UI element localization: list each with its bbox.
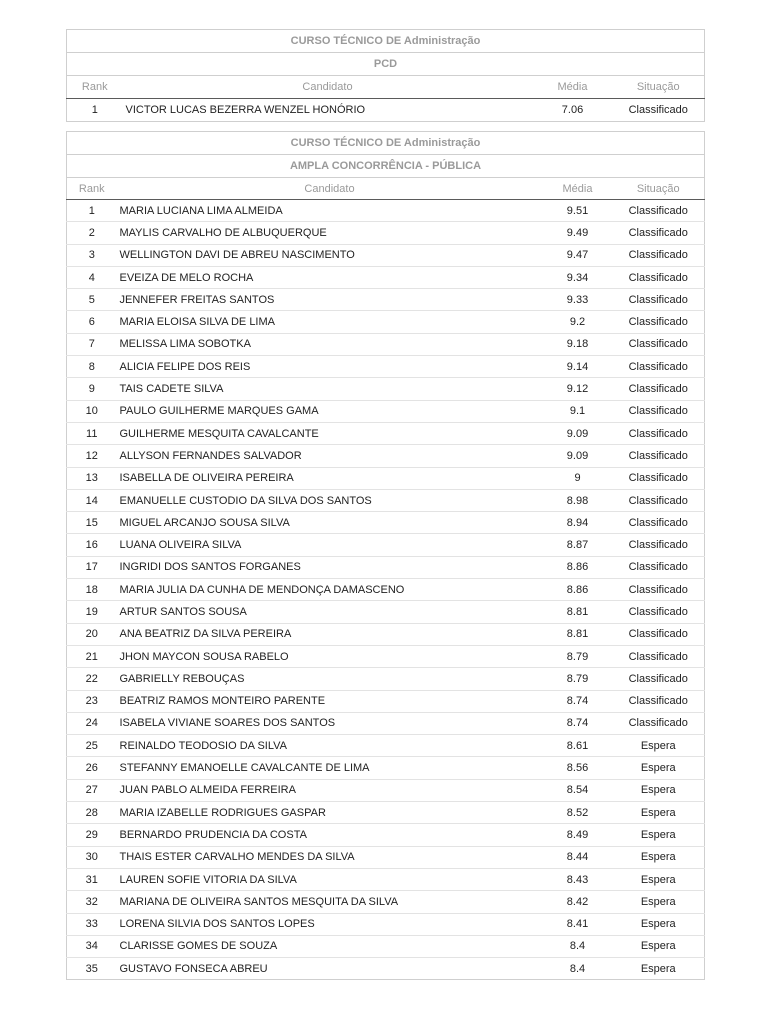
candidate-name-cell: GABRIELLY REBOUÇAS	[117, 668, 543, 690]
average-cell: 9.14	[543, 356, 613, 378]
status-cell: Classificado	[613, 467, 705, 489]
status-header: Situação	[613, 178, 705, 200]
status-cell: Classificado	[613, 422, 705, 444]
candidate-name-cell: THAIS ESTER CARVALHO MENDES DA SILVA	[117, 846, 543, 868]
average-cell: 9.2	[543, 311, 613, 333]
table-row	[67, 556, 705, 578]
rank-cell: 21	[67, 645, 117, 667]
average-cell: 8.41	[543, 913, 613, 935]
average-cell: 8.54	[543, 779, 613, 801]
table-row	[67, 99, 705, 122]
rank-cell: 5	[67, 289, 117, 311]
average-cell: 8.81	[543, 623, 613, 645]
average-cell: 8.74	[543, 712, 613, 734]
course-title: CURSO TÉCNICO DE Administração	[67, 30, 705, 53]
table-row	[67, 668, 705, 690]
candidate-name-cell: JHON MAYCON SOUSA RABELO	[117, 645, 543, 667]
rank-cell: 12	[67, 445, 117, 467]
average-cell: 8.81	[543, 601, 613, 623]
status-cell: Classificado	[613, 489, 705, 511]
rank-cell: 4	[67, 266, 117, 288]
status-cell: Classificado	[613, 556, 705, 578]
rank-cell: 8	[67, 356, 117, 378]
status-cell: Classificado	[613, 690, 705, 712]
candidate-header: Candidato	[123, 76, 533, 99]
rank-cell: 27	[67, 779, 117, 801]
table-row	[67, 757, 705, 779]
candidate-name-cell: LUANA OLIVEIRA SILVA	[117, 534, 543, 556]
candidate-name-cell: JENNEFER FREITAS SANTOS	[117, 289, 543, 311]
rank-cell: 9	[67, 378, 117, 400]
table-row	[67, 356, 705, 378]
candidate-name-cell: MELISSA LIMA SOBOTKA	[117, 333, 543, 355]
average-header: Média	[533, 76, 613, 99]
candidate-name-cell: GUILHERME MESQUITA CAVALCANTE	[117, 422, 543, 444]
table-row	[67, 422, 705, 444]
rank-cell: 30	[67, 846, 117, 868]
average-cell: 8.98	[543, 489, 613, 511]
status-cell: Classificado	[613, 712, 705, 734]
status-cell: Classificado	[613, 333, 705, 355]
rank-cell: 11	[67, 422, 117, 444]
status-cell: Classificado	[613, 99, 705, 122]
average-cell: 9.09	[543, 445, 613, 467]
status-cell: Classificado	[613, 244, 705, 266]
group-title: PCD	[67, 53, 705, 76]
status-cell: Espera	[613, 891, 705, 913]
rank-cell: 13	[67, 467, 117, 489]
average-cell: 9.09	[543, 422, 613, 444]
candidate-name-cell: GUSTAVO FONSECA ABREU	[117, 958, 543, 980]
average-cell: 8.52	[543, 802, 613, 824]
rank-cell: 29	[67, 824, 117, 846]
average-cell: 8.4	[543, 958, 613, 980]
status-cell: Classificado	[613, 266, 705, 288]
status-cell: Espera	[613, 824, 705, 846]
table-row	[67, 222, 705, 244]
candidate-name-cell: EVEIZA DE MELO ROCHA	[117, 266, 543, 288]
table-row	[67, 824, 705, 846]
candidate-name-cell: BERNARDO PRUDENCIA DA COSTA	[117, 824, 543, 846]
status-cell: Espera	[613, 846, 705, 868]
status-cell: Classificado	[613, 222, 705, 244]
status-cell: Espera	[613, 757, 705, 779]
average-cell: 8.4	[543, 935, 613, 957]
status-cell: Espera	[613, 735, 705, 757]
average-cell: 9.49	[543, 222, 613, 244]
rank-cell: 35	[67, 958, 117, 980]
table-row	[67, 913, 705, 935]
average-cell: 8.74	[543, 690, 613, 712]
pcd-results-table	[66, 29, 705, 122]
table-row	[67, 579, 705, 601]
candidate-name-cell: MARIA IZABELLE RODRIGUES GASPAR	[117, 802, 543, 824]
status-cell: Classificado	[613, 668, 705, 690]
table-row	[67, 289, 705, 311]
candidate-name-cell: ISABELA VIVIANE SOARES DOS SANTOS	[117, 712, 543, 734]
rank-cell: 14	[67, 489, 117, 511]
rank-cell: 19	[67, 601, 117, 623]
candidate-name-cell: PAULO GUILHERME MARQUES GAMA	[117, 400, 543, 422]
table-row	[67, 802, 705, 824]
status-cell: Classificado	[613, 400, 705, 422]
average-cell: 9.47	[543, 244, 613, 266]
status-cell: Espera	[613, 802, 705, 824]
candidate-name-cell: REINALDO TEODOSIO DA SILVA	[117, 735, 543, 757]
average-cell: 8.94	[543, 512, 613, 534]
rank-cell: 1	[67, 200, 117, 222]
rank-cell: 1	[67, 99, 123, 122]
status-cell: Espera	[613, 958, 705, 980]
group-title: AMPLA CONCORRÊNCIA - PÚBLICA	[67, 155, 705, 178]
status-header: Situação	[613, 76, 705, 99]
rank-cell: 24	[67, 712, 117, 734]
candidate-name-cell: MARIANA DE OLIVEIRA SANTOS MESQUITA DA SILVA	[117, 891, 543, 913]
rank-cell: 20	[67, 623, 117, 645]
rank-cell: 17	[67, 556, 117, 578]
candidate-header: Candidato	[117, 178, 543, 200]
average-cell: 9.34	[543, 266, 613, 288]
status-cell: Espera	[613, 913, 705, 935]
average-cell: 9.1	[543, 400, 613, 422]
candidate-name-cell: MAYLIS CARVALHO DE ALBUQUERQUE	[117, 222, 543, 244]
rank-cell: 10	[67, 400, 117, 422]
average-cell: 8.86	[543, 579, 613, 601]
candidate-name-cell: EMANUELLE CUSTODIO DA SILVA DOS SANTOS	[117, 489, 543, 511]
status-cell: Classificado	[613, 512, 705, 534]
rank-cell: 18	[67, 579, 117, 601]
table-row	[67, 244, 705, 266]
average-cell: 9	[543, 467, 613, 489]
candidate-name-cell: STEFANNY EMANOELLE CAVALCANTE DE LIMA	[117, 757, 543, 779]
table-row	[67, 891, 705, 913]
average-cell: 9.33	[543, 289, 613, 311]
table-row	[67, 378, 705, 400]
candidate-name-cell: CLARISSE GOMES DE SOUZA	[117, 935, 543, 957]
table-row	[67, 333, 705, 355]
table-row	[67, 266, 705, 288]
candidate-name-cell: INGRIDI DOS SANTOS FORGANES	[117, 556, 543, 578]
average-cell: 8.87	[543, 534, 613, 556]
average-cell: 8.43	[543, 868, 613, 890]
table-row	[67, 467, 705, 489]
status-cell: Espera	[613, 868, 705, 890]
table-row	[67, 200, 705, 222]
status-cell: Classificado	[613, 645, 705, 667]
candidate-name-cell: ISABELLA DE OLIVEIRA PEREIRA	[117, 467, 543, 489]
table-row	[67, 534, 705, 556]
candidate-name-cell: MARIA ELOISA SILVA DE LIMA	[117, 311, 543, 333]
status-cell: Classificado	[613, 445, 705, 467]
status-cell: Classificado	[613, 200, 705, 222]
rank-cell: 16	[67, 534, 117, 556]
average-cell: 9.51	[543, 200, 613, 222]
table-row	[67, 712, 705, 734]
candidate-name-cell: MARIA JULIA DA CUNHA DE MENDONÇA DAMASCENO	[117, 579, 543, 601]
status-cell: Classificado	[613, 534, 705, 556]
average-cell: 8.49	[543, 824, 613, 846]
average-cell: 9.12	[543, 378, 613, 400]
table-row	[67, 935, 705, 957]
candidate-name-cell: TAIS CADETE SILVA	[117, 378, 543, 400]
table-row	[67, 445, 705, 467]
status-cell: Espera	[613, 935, 705, 957]
rank-cell: 22	[67, 668, 117, 690]
table-row	[67, 846, 705, 868]
rank-cell: 3	[67, 244, 117, 266]
table-row	[67, 779, 705, 801]
table-row	[67, 623, 705, 645]
candidate-name-cell: BEATRIZ RAMOS MONTEIRO PARENTE	[117, 690, 543, 712]
rank-cell: 23	[67, 690, 117, 712]
average-cell: 7.06	[533, 99, 613, 122]
table-row	[67, 512, 705, 534]
average-cell: 8.79	[543, 645, 613, 667]
rank-header: Rank	[67, 76, 123, 99]
table-row	[67, 735, 705, 757]
rank-header: Rank	[67, 178, 117, 200]
status-cell: Classificado	[613, 289, 705, 311]
rank-cell: 2	[67, 222, 117, 244]
rank-cell: 32	[67, 891, 117, 913]
candidate-name-cell: ALLYSON FERNANDES SALVADOR	[117, 445, 543, 467]
table-row	[67, 645, 705, 667]
rank-cell: 33	[67, 913, 117, 935]
ampla-results-table	[66, 131, 705, 980]
rank-cell: 28	[67, 802, 117, 824]
table-row	[67, 489, 705, 511]
candidate-name-cell: WELLINGTON DAVI DE ABREU NASCIMENTO	[117, 244, 543, 266]
candidate-name-cell: ANA BEATRIZ DA SILVA PEREIRA	[117, 623, 543, 645]
average-cell: 8.56	[543, 757, 613, 779]
candidate-name-cell: ALICIA FELIPE DOS REIS	[117, 356, 543, 378]
rank-cell: 15	[67, 512, 117, 534]
status-cell: Classificado	[613, 579, 705, 601]
rank-cell: 31	[67, 868, 117, 890]
table-row	[67, 868, 705, 890]
status-cell: Espera	[613, 779, 705, 801]
candidate-name-cell: LAUREN SOFIE VITORIA DA SILVA	[117, 868, 543, 890]
rank-cell: 25	[67, 735, 117, 757]
average-cell: 8.79	[543, 668, 613, 690]
average-cell: 8.42	[543, 891, 613, 913]
table-row	[67, 311, 705, 333]
rank-cell: 26	[67, 757, 117, 779]
candidate-name-cell: LORENA SILVIA DOS SANTOS LOPES	[117, 913, 543, 935]
status-cell: Classificado	[613, 356, 705, 378]
rank-cell: 7	[67, 333, 117, 355]
average-cell: 9.18	[543, 333, 613, 355]
status-cell: Classificado	[613, 623, 705, 645]
table-row	[67, 690, 705, 712]
table-row	[67, 958, 705, 980]
course-title: CURSO TÉCNICO DE Administração	[67, 132, 705, 155]
rank-cell: 6	[67, 311, 117, 333]
rank-cell: 34	[67, 935, 117, 957]
candidate-name-cell: JUAN PABLO ALMEIDA FERREIRA	[117, 779, 543, 801]
average-cell: 8.44	[543, 846, 613, 868]
average-cell: 8.61	[543, 735, 613, 757]
status-cell: Classificado	[613, 378, 705, 400]
table-row	[67, 400, 705, 422]
status-cell: Classificado	[613, 311, 705, 333]
average-cell: 8.86	[543, 556, 613, 578]
average-header: Média	[543, 178, 613, 200]
status-cell: Classificado	[613, 601, 705, 623]
candidate-name-cell: VICTOR LUCAS BEZERRA WENZEL HONÓRIO	[123, 99, 533, 122]
candidate-name-cell: MARIA LUCIANA LIMA ALMEIDA	[117, 200, 543, 222]
candidate-name-cell: ARTUR SANTOS SOUSA	[117, 601, 543, 623]
table-row	[67, 601, 705, 623]
candidate-name-cell: MIGUEL ARCANJO SOUSA SILVA	[117, 512, 543, 534]
